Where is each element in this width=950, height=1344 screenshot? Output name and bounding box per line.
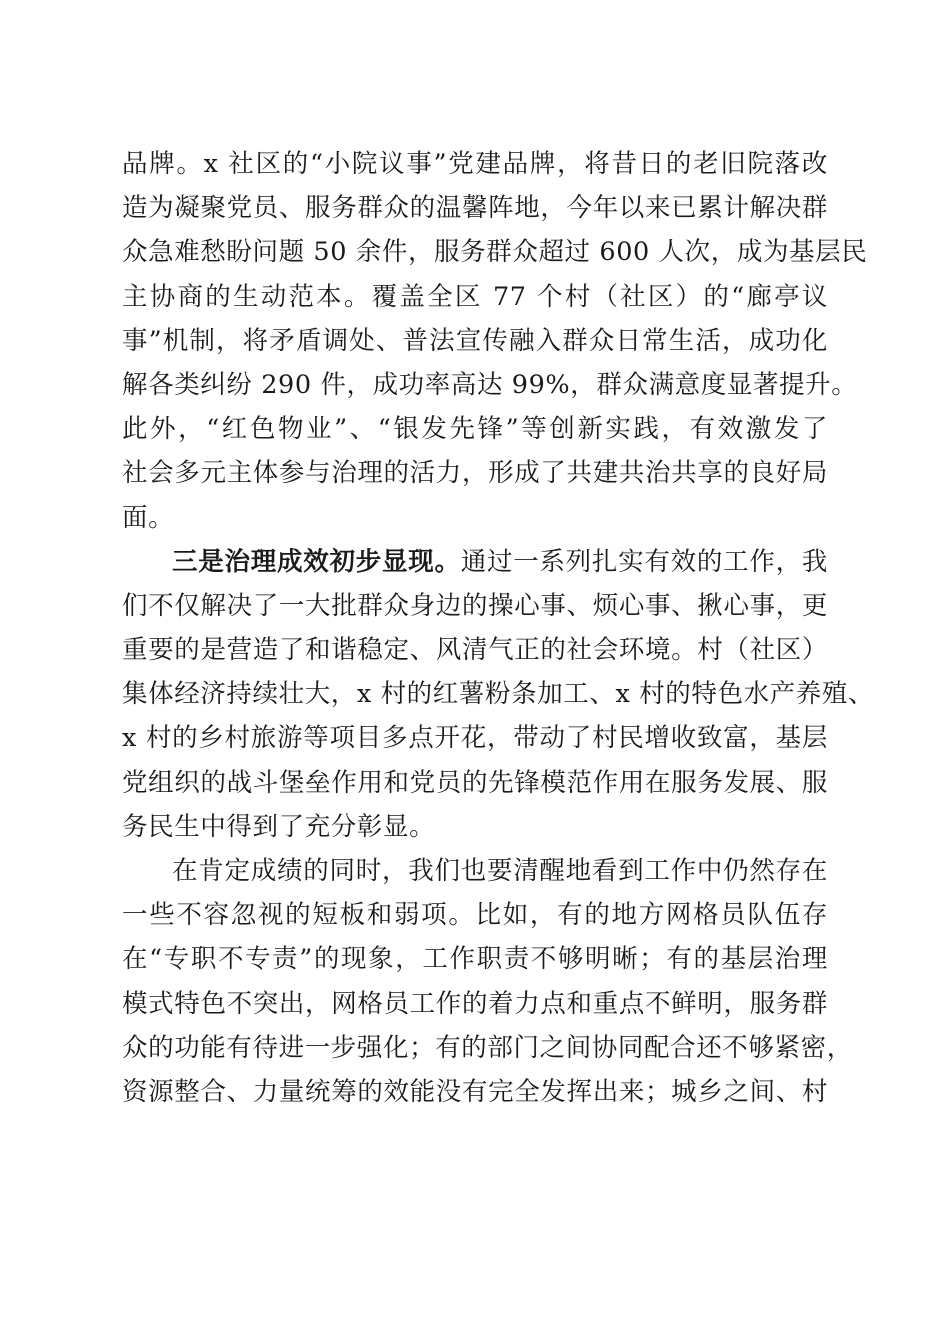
- text-line: 们不仅解决了一大批群众身边的操心事、烦心事、揪心事，更: [122, 590, 828, 621]
- text-line: 此外，“红色物业”、“银发先锋”等创新实践，有效激发了: [122, 414, 828, 445]
- paragraph-heading: 三是治理成效初步显现。: [172, 546, 461, 577]
- document-body: [122, 142, 875, 1114]
- text-line: 事”机制，将矛盾调处、普法宣传融入群众日常生活，成功化: [122, 325, 828, 356]
- text-run: 通过一系列扎实有效的工作，我: [460, 546, 828, 577]
- text-line: 模式特色不突出，网格员工作的着力点和重点不鲜明，服务群: [122, 988, 828, 1019]
- text-line: 众急难愁盼问题 50 余件，服务群众超过 600 人次，成为基层民: [122, 237, 868, 268]
- text-line: 社会多元主体参与治理的活力，形成了共建共治共享的良好局: [122, 458, 828, 489]
- text-line-first: 在肯定成绩的同时，我们也要清醒地看到工作中仍然存在: [172, 856, 828, 886]
- text-line: 资源整合、力量统筹的效能没有完全发挥出来；城乡之间、村: [122, 1076, 828, 1107]
- text-line: 在“专职不专责”的现象，工作职责不够明晰；有的基层治理: [122, 944, 828, 975]
- paragraph-2: [122, 540, 875, 849]
- text-line: 一些不容忽视的短板和弱项。比如，有的地方网格员队伍存: [122, 900, 828, 931]
- text-line: 造为凝聚党员、服务群众的温馨阵地，今年以来已累计解决群: [122, 193, 828, 224]
- text-line: 解各类纠纷 290 件，成功率高达 99%，群众满意度显著提升。: [122, 369, 858, 400]
- text-line: 主协商的生动范本。覆盖全区 77 个村（社区）的“廊亭议: [122, 281, 828, 312]
- text-line-first: [122, 540, 828, 584]
- text-line: 党组织的战斗堡垒作用和党员的先锋模范作用在服务发展、服: [122, 767, 828, 798]
- paragraph-3: [122, 849, 853, 1114]
- text-line: x 村的乡村旅游等项目多点开花，带动了村民增收致富，基层: [122, 723, 828, 754]
- text-line: 重要的是营造了和谐稳定、风清气正的社会环境。村（社区）: [122, 635, 828, 666]
- text-line: 众的功能有待进一步强化；有的部门之间协同配合还不够紧密，: [122, 1032, 853, 1063]
- text-line: 品牌。x 社区的“小院议事”党建品牌，将昔日的老旧院落改: [122, 149, 828, 179]
- text-line: 务民生中得到了充分彰显。: [122, 811, 436, 842]
- text-line: 面。: [122, 502, 175, 533]
- text-line: 集体经济持续壮大，x 村的红薯粉条加工、x 村的特色水产养殖、: [122, 679, 875, 710]
- paragraph-1: [122, 142, 868, 540]
